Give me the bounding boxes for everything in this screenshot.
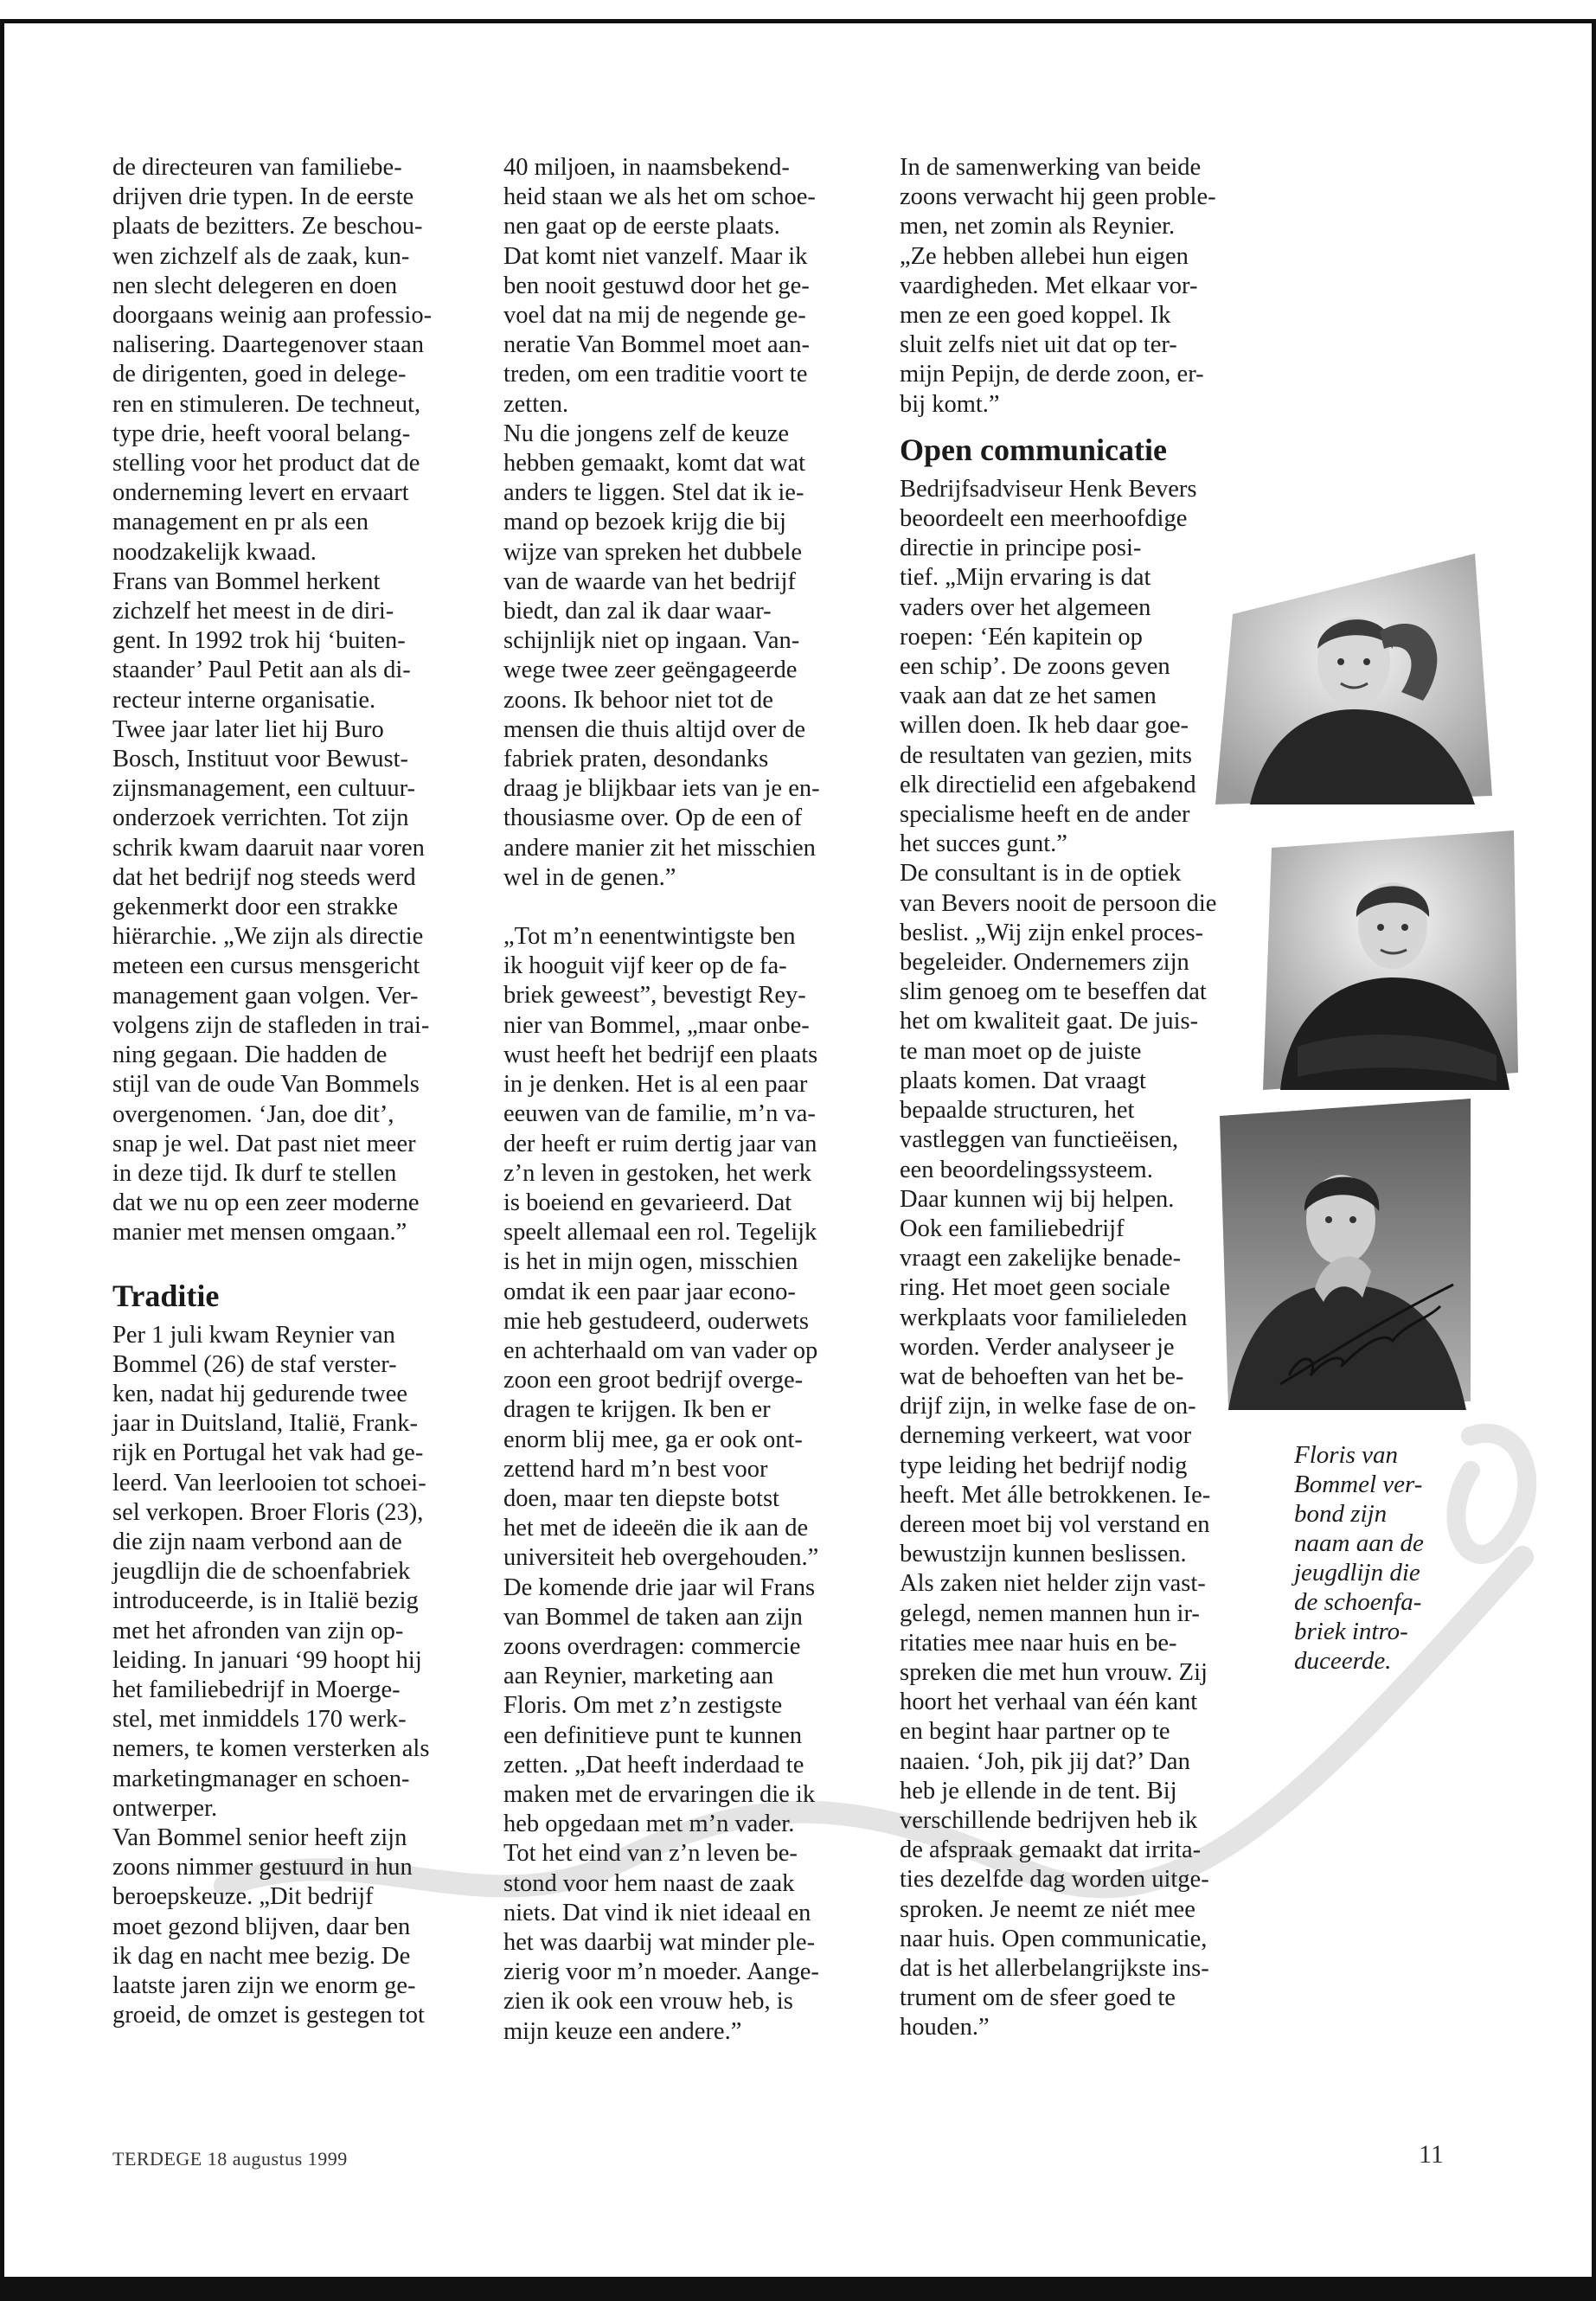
text-line: mie heb gestudeerd, ouderwets — [503, 1307, 809, 1335]
text-line: de dirigenten, goed in delege- — [112, 361, 407, 388]
text-line: stond voor hem naast de zaak — [503, 1869, 795, 1897]
text-line: speelt allemaal een rol. Tegelijk — [503, 1219, 817, 1247]
text-line: zetten. — [503, 390, 569, 418]
text-line: doorgaans weinig aan professio- — [112, 302, 433, 330]
text-line: Frans van Bommel herkent — [112, 567, 381, 595]
text-line: snap je wel. Dat past niet meer — [112, 1130, 416, 1157]
column-1 — [112, 153, 476, 2030]
text-line: naam aan de — [1294, 1529, 1424, 1557]
text-line: wijze van spreken het dubbele — [503, 538, 803, 566]
text-line: stelling voor het product dat de — [112, 450, 420, 478]
text-line: nier van Bommel, „maar onbe- — [503, 1011, 810, 1039]
text-line: Dat komt niet vanzelf. Maar ik — [503, 242, 808, 270]
text-line: mijn keuze een andere.” — [503, 2017, 742, 2045]
text-line: slim genoeg om te beseffen dat — [900, 978, 1207, 1006]
text-line: manier met mensen omgaan.” — [112, 1219, 407, 1247]
heading-open-communicatie: Open communicatie — [900, 432, 1167, 467]
text-line: van de waarde van het bedrijf — [503, 567, 796, 595]
text-line: Als zaken niet helder zijn vast- — [900, 1570, 1206, 1598]
text-line: bond zijn — [1294, 1500, 1388, 1528]
text-line: dat het bedrijf nog steeds werd — [112, 863, 416, 891]
photo-caption — [1294, 1440, 1467, 1676]
text-line: in je denken. Het is al een paar — [503, 1071, 808, 1099]
text-line: ontwerper. — [112, 1794, 218, 1822]
text-line: werkplaats voor familieleden — [900, 1304, 1188, 1331]
text-line: vaders over het algemeen — [900, 593, 1151, 621]
text-line: „Ze hebben allebei hun eigen — [900, 242, 1189, 270]
text-line: drijven drie typen. In de eerste — [112, 183, 414, 211]
column-2-text-b — [503, 922, 867, 2047]
text-line: zoons overdragen: commercie — [503, 1632, 801, 1660]
text-line: treden, om een traditie voort te — [503, 361, 808, 388]
text-line: gelegd, nemen mannen hun ir- — [900, 1599, 1200, 1627]
text-line: bepaalde structuren, het — [900, 1097, 1135, 1125]
text-line: ties dezelfde dag worden uitge- — [900, 1866, 1209, 1894]
text-line: wat de behoeften van het be- — [900, 1362, 1184, 1390]
text-line: met het afronden van zijn op- — [112, 1617, 404, 1644]
text-line: drijf zijn, in welke fase de on- — [900, 1393, 1196, 1420]
text-line: bewustzijn kunnen beslissen. — [900, 1541, 1187, 1568]
text-line: in deze tijd. Ik durf te stellen — [112, 1159, 397, 1187]
text-line: management en pr als een — [112, 509, 369, 536]
text-line: dragen te krijgen. Ik ben er — [503, 1396, 771, 1424]
text-line: beroepskeuze. „Dit bedrijf — [112, 1883, 374, 1911]
text-line: De consultant is in de optiek — [900, 860, 1182, 888]
text-line: heid staan we als het om schoe- — [503, 183, 816, 211]
text-line: en begint haar partner op te — [900, 1718, 1170, 1746]
text-line: ning gegaan. Die hadden de — [112, 1042, 388, 1069]
text-line: zijnsmanagement, een cultuur- — [112, 775, 416, 803]
text-line: Twee jaar later liet hij Buro — [112, 715, 384, 743]
text-line: plaats komen. Dat vraagt — [900, 1067, 1146, 1094]
text-line: 40 miljoen, in naamsbekend- — [503, 154, 790, 181]
text-line: volgens zijn de stafleden in trai- — [112, 1011, 430, 1039]
column-1-text-b — [112, 1321, 476, 2031]
text-line: het was daarbij wat minder ple- — [503, 1928, 816, 1956]
text-line: enorm blij mee, ga er ook ont- — [503, 1426, 803, 1453]
text-line: mijn Pepijn, de derde zoon, er- — [900, 361, 1204, 388]
text-line: en achterhaald om van vader op — [503, 1336, 818, 1364]
footer-publication: TERDEGE 18 augustus 1999 — [112, 2148, 348, 2170]
text-line: nen slecht delegeren en doen — [112, 272, 398, 299]
text-line: te man moet op de juiste — [900, 1037, 1142, 1065]
text-line: universiteit heb overgehouden.” — [503, 1544, 819, 1572]
text-line: wege twee zeer geëngageerde — [503, 657, 798, 684]
text-line: briek intro- — [1294, 1618, 1408, 1645]
text-line: voel dat na mij de negende ge- — [503, 302, 806, 330]
text-line: men ze een goed koppel. Ik — [900, 302, 1171, 330]
text-line: hoort het verhaal van één kant — [900, 1689, 1198, 1716]
text-line: vaardigheden. Met elkaar vor- — [900, 272, 1198, 299]
text-line: mand op bezoek krijg die bij — [503, 509, 786, 536]
heading-traditie: Traditie — [112, 1278, 220, 1313]
text-line: dat we nu op een zeer moderne — [112, 1189, 420, 1217]
text-line: ren en stimuleren. De techneut, — [112, 390, 421, 418]
text-line: der heeft er ruim dertig jaar van — [503, 1130, 817, 1157]
text-line: onderneming levert en ervaart — [112, 479, 409, 507]
text-line: dereen moet bij vol verstand en — [900, 1510, 1210, 1538]
text-line: meteen een cursus mensgericht — [112, 952, 420, 980]
text-line: begeleider. Ondernemers zijn — [900, 949, 1189, 977]
text-line: Daar kunnen wij bij helpen. — [900, 1185, 1175, 1213]
text-line: willen doen. Ik heb daar goe- — [900, 712, 1189, 740]
text-line: z’n leven in gestoken, het werk — [503, 1159, 812, 1187]
text-line: de schoenfa- — [1294, 1588, 1422, 1616]
text-line: leerd. Van leerlooien tot schoei- — [112, 1469, 426, 1497]
text-line: fabriek praten, desondanks — [503, 746, 769, 773]
text-line: die zijn naam verbond aan de — [112, 1528, 402, 1555]
text-line: maken met de ervaringen die ik — [503, 1780, 816, 1808]
text-line: Tot het eind van z’n leven be- — [503, 1840, 798, 1868]
text-line: ben nooit gestuwd door het ge- — [503, 272, 810, 299]
text-line: noodzakelijk kwaad. — [112, 538, 317, 566]
text-line: is boeiend en gevarieerd. Dat — [503, 1189, 792, 1216]
text-line: hebben gemaakt, komt dat wat — [503, 450, 806, 478]
text-line: „Tot m’n eenentwintigste ben — [503, 923, 796, 951]
text-line: beoordeelt een meerhoofdige — [900, 505, 1188, 533]
text-line: jaar in Duitsland, Italië, Frank- — [112, 1410, 418, 1438]
text-line: Floris van — [1294, 1441, 1399, 1469]
text-line: Nu die jongens zelf de keuze — [503, 420, 789, 447]
text-line: het succes gunt.” — [900, 830, 1067, 858]
text-line: stijl van de oude Van Bommels — [112, 1071, 420, 1099]
text-line: ik hooguit vijf keer op de fa- — [503, 952, 787, 980]
text-line: worden. Verder analyseer je — [900, 1333, 1175, 1361]
text-line: directie in principe posi- — [900, 535, 1142, 562]
text-line: naaien. ‘Joh, pik jij dat?’ Dan — [900, 1747, 1190, 1775]
text-line: staander’ Paul Petit aan als di- — [112, 657, 411, 684]
page-border-top — [0, 19, 1596, 23]
text-line: beslist. „Wij zijn enkel proces- — [900, 919, 1204, 946]
column-3-text-a — [900, 153, 1263, 420]
photo-floris-hand-on-chin — [1220, 1099, 1471, 1410]
page-border-bottom — [0, 2277, 1596, 2301]
text-line: schrik kwam daaruit naar voren — [112, 834, 425, 862]
text-line: moet gezond blijven, daar ben — [112, 1913, 411, 1940]
text-line: omdat ik een paar jaar econo- — [503, 1278, 796, 1305]
text-line: de resultaten van gezien, mits — [900, 741, 1192, 769]
text-line: ken, nadat hij gedurende twee — [112, 1380, 408, 1407]
text-line: sluit zelfs niet uit dat op ter- — [900, 331, 1177, 359]
text-line: dat is het allerbelangrijkste ins- — [900, 1954, 1209, 1982]
text-line: biedt, dan zal ik daar waar- — [503, 598, 772, 625]
text-line: zichzelf het meest in de diri- — [112, 598, 394, 625]
text-line: van Bevers nooit de persoon die — [900, 889, 1217, 917]
text-line: nemers, te komen versterken als — [112, 1735, 430, 1763]
text-line: het met de ideeën die ik aan de — [503, 1515, 809, 1542]
text-line: briek geweest”, bevestigt Rey- — [503, 982, 806, 1009]
text-line: andere manier zit het misschien — [503, 834, 816, 862]
text-line: doen, maar ten diepste botst — [503, 1484, 779, 1512]
text-line: heb opgedaan met m’n vader. — [503, 1811, 795, 1838]
text-line: het om kwaliteit gaat. De juis- — [900, 1008, 1199, 1035]
text-line: zetten. „Dat heeft inderdaad te — [503, 1751, 804, 1779]
text-line: Per 1 juli kwam Reynier van — [112, 1321, 395, 1349]
text-line: marketingmanager en schoen- — [112, 1765, 410, 1792]
text-line: een definitieve punt te kunnen — [503, 1721, 803, 1749]
text-line: houden.” — [900, 2014, 990, 2041]
text-line: van Bommel de taken aan zijn — [503, 1603, 803, 1631]
text-line: spreken die met hun vrouw. Zij — [900, 1658, 1208, 1686]
text-line: stel, met inmiddels 170 werk- — [112, 1706, 407, 1734]
text-line: Bommel ver- — [1294, 1471, 1423, 1498]
text-line: schijnlijk niet op ingaan. Van- — [503, 627, 800, 655]
text-line: zoons nimmer gestuurd in hun — [112, 1854, 413, 1881]
column-3-text-b — [900, 475, 1263, 2043]
text-line: zoon een groot bedrijf overge- — [503, 1367, 804, 1394]
text-line: recteur interne organisatie. — [112, 686, 376, 714]
page-border-left — [0, 19, 4, 2277]
text-line: groeid, de omzet is gestegen tot — [112, 2002, 425, 2029]
text-line: trument om de sfeer goed te — [900, 1984, 1176, 2012]
text-line: Bedrijfsadviseur Henk Bevers — [900, 475, 1197, 503]
text-line: sel verkopen. Broer Floris (23), — [112, 1498, 424, 1526]
column-2-text-a — [503, 153, 867, 893]
text-line: de afspraak gemaakt dat irrita- — [900, 1836, 1202, 1864]
page-border-right — [1592, 19, 1596, 2277]
text-line: zien ik ook een vrouw heb, is — [503, 1988, 793, 2016]
text-line: plaats de bezitters. Ze beschou- — [112, 213, 423, 240]
text-line: zettend hard m’n best voor — [503, 1455, 768, 1483]
text-line: verschillende bedrijven heb ik — [900, 1806, 1198, 1834]
text-line: heb je ellende in de tent. Bij — [900, 1777, 1177, 1804]
text-line: men, net zomin als Reynier. — [900, 213, 1176, 240]
text-line: gent. In 1992 trok hij ‘buiten- — [112, 627, 406, 655]
text-line: gekenmerkt door een strakke — [112, 894, 398, 921]
text-line: naar huis. Open communicatie, — [900, 1925, 1208, 1952]
text-line: rijk en Portugal het vak had ge- — [112, 1439, 424, 1467]
text-line: anders te liggen. Stel dat ik ie- — [503, 479, 804, 507]
text-line: ik dag en nacht mee bezig. De — [112, 1942, 411, 1970]
text-line: wel in de genen.” — [503, 863, 676, 891]
text-line: Ook een familiebedrijf — [900, 1215, 1125, 1242]
text-line: neratie Van Bommel moet aan- — [503, 331, 811, 359]
text-line: zierig voor m’n moeder. Aange- — [503, 1958, 819, 1986]
text-line: het familiebedrijf in Moerge- — [112, 1676, 401, 1703]
text-line: Bosch, Instituut voor Bewust- — [112, 746, 408, 773]
text-line: ritaties mee naar huis en be- — [900, 1629, 1177, 1657]
text-line: In de samenwerking van beide — [900, 154, 1202, 181]
text-line: vraagt een zakelijke benade- — [900, 1245, 1182, 1272]
text-line: aan Reynier, marketing aan — [503, 1663, 774, 1690]
page-number: 11 — [1419, 2140, 1444, 2169]
text-line: een beoordelingssysteem. — [900, 1156, 1153, 1183]
column-2 — [503, 153, 867, 2047]
text-line: is het in mijn ogen, misschien — [503, 1248, 798, 1276]
text-line: draag je blijkbaar iets van je en- — [503, 775, 820, 803]
text-line: niets. Dat vind ik niet ideaal en — [503, 1899, 811, 1926]
text-line: zoons verwacht hij geen proble- — [900, 183, 1216, 211]
photo-floris-arms-crossed — [1263, 830, 1518, 1090]
text-line: introduceerde, is in Italië bezig — [112, 1587, 419, 1615]
text-line: hiërarchie. „We zijn als directie — [112, 923, 424, 951]
text-line: management gaan volgen. Ver- — [112, 982, 419, 1009]
text-line: thousiasme over. Op de een of — [503, 804, 803, 832]
text-line: laatste jaren zijn we enorm ge- — [112, 1971, 416, 1999]
text-line: jeugdlijn die — [1294, 1559, 1420, 1586]
photo-floris-hand-on-head — [1215, 554, 1492, 804]
text-line: wust heeft het bedrijf een plaats — [503, 1041, 818, 1068]
text-line: elk directielid een afgebakend — [900, 771, 1196, 798]
text-line: nalisering. Daartegenover staan — [112, 331, 425, 359]
text-line: tief. „Mijn ervaring is dat — [900, 564, 1151, 592]
text-line: roepen: ‘Eén kapitein op — [900, 623, 1143, 651]
text-line: De komende drie jaar wil Frans — [503, 1574, 816, 1601]
text-line: Van Bommel senior heeft zijn — [112, 1823, 407, 1851]
text-line: bij komt.” — [900, 390, 1000, 418]
text-line: de directeuren van familiebe- — [112, 154, 402, 181]
text-line: mensen die thuis altijd over de — [503, 715, 806, 743]
text-line: nen gaat op de eerste plaats. — [503, 213, 780, 240]
text-line: overgenomen. ‘Jan, doe dit’, — [112, 1100, 394, 1128]
text-line: specialisme heeft en de ander — [900, 801, 1190, 829]
text-line: vastleggen van functieëisen, — [900, 1126, 1179, 1154]
column-3 — [900, 153, 1263, 2043]
text-line: leiding. In januari ‘99 hoopt hij — [112, 1646, 422, 1674]
text-line: een schip’. De zoons geven — [900, 653, 1170, 681]
text-line: derneming verkeert, wat voor — [900, 1422, 1192, 1450]
text-line: type drie, heeft vooral belang- — [112, 420, 411, 447]
text-line: Floris. Om met z’n zestigste — [503, 1692, 783, 1720]
text-line: vaak aan dat ze het samen — [900, 683, 1157, 710]
text-line: ring. Het moet geen sociale — [900, 1274, 1170, 1302]
text-line: jeugdlijn die de schoenfabriek — [112, 1558, 411, 1586]
text-line: zoons. Ik behoor niet tot de — [503, 686, 773, 714]
text-line: onderzoek verrichten. Tot zijn — [112, 804, 409, 832]
text-line: Bommel (26) de staf verster- — [112, 1350, 397, 1378]
column-1-text-a — [112, 153, 476, 1248]
text-line: sproken. Je neemt ze niét mee — [900, 1895, 1195, 1923]
text-line: eeuwen van de familie, m’n va- — [503, 1100, 816, 1128]
text-line: wen zichzelf als de zaak, kun- — [112, 242, 410, 270]
text-line: duceerde. — [1294, 1647, 1392, 1675]
text-line: heeft. Met álle betrokkenen. Ie- — [900, 1481, 1211, 1509]
text-line: type leiding het bedrijf nodig — [900, 1452, 1188, 1479]
